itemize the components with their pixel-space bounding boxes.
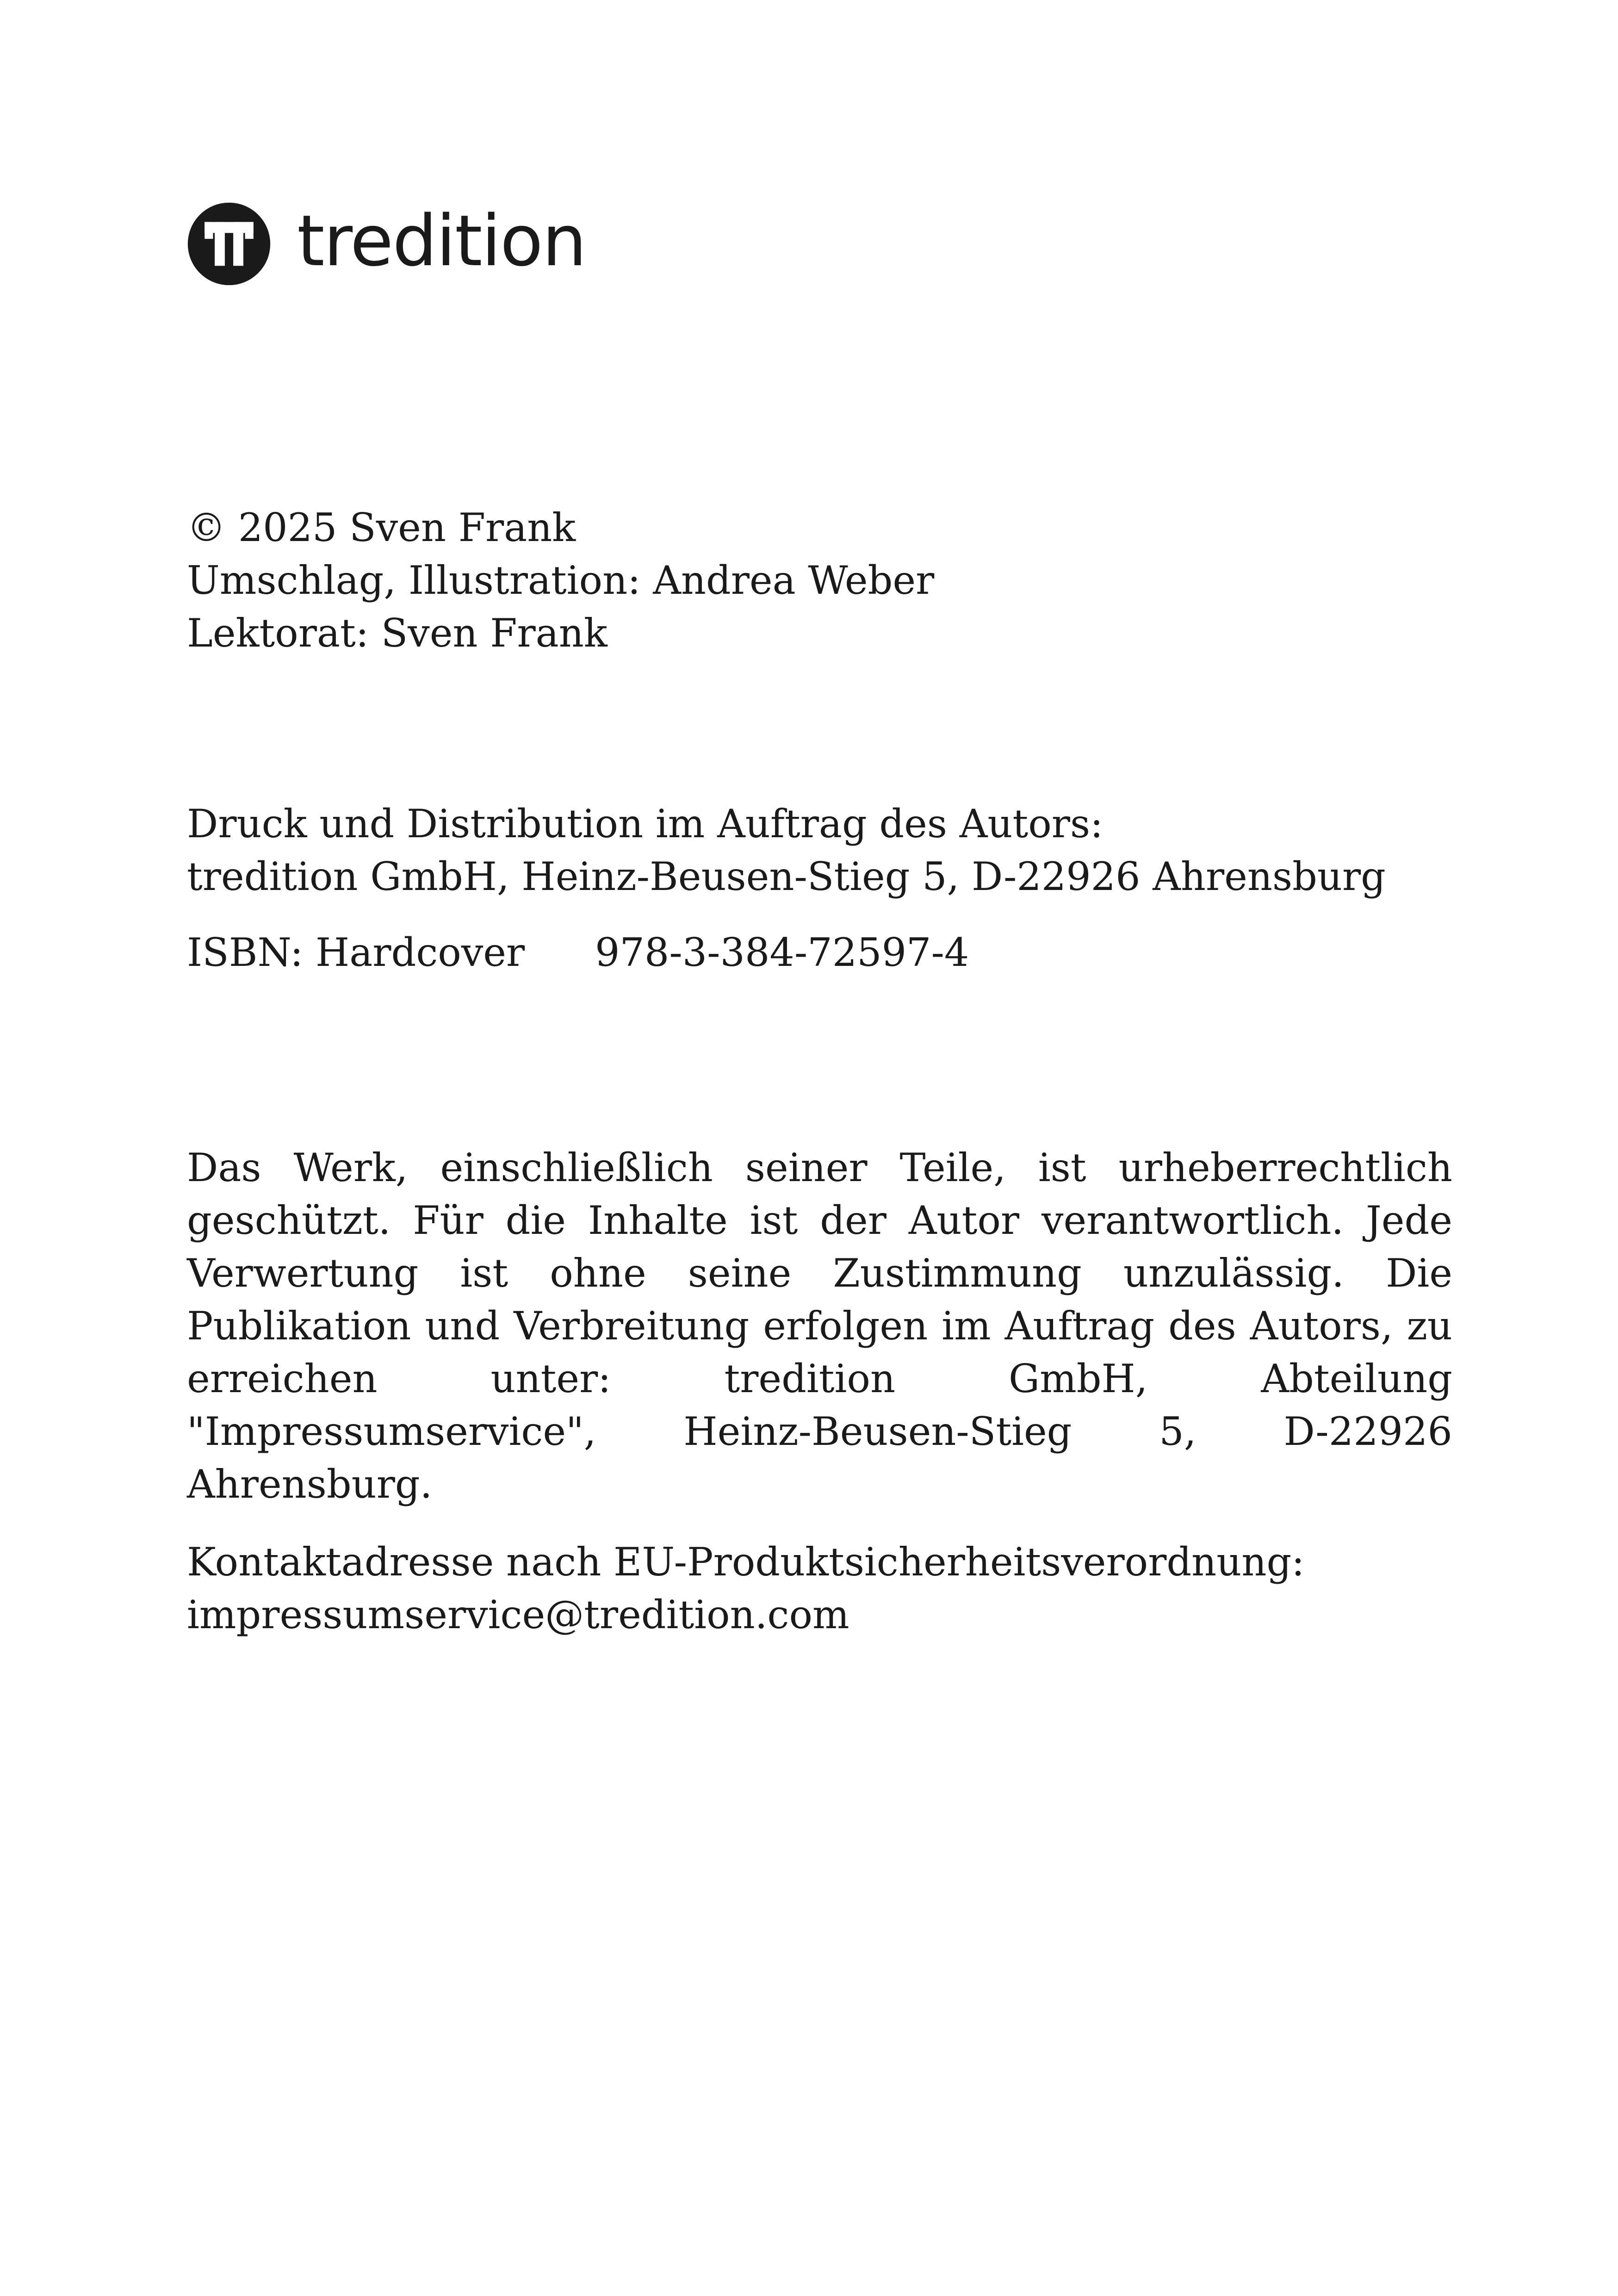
tredition-logo-icon	[187, 202, 271, 286]
editing-line: Lektorat: Sven Frank	[187, 610, 608, 656]
contact-label: Kontaktadresse nach EU-Produktsicherheitsverordnung:	[187, 1539, 1305, 1585]
publisher-logo	[187, 200, 586, 288]
cover-illustration-line: Umschlag, Illustration: Andrea Weber	[187, 558, 935, 603]
legal-notice: Das Werk, einschließlich seiner Teile, ist urheberrechtlich geschützt. Für die Inhalte ist der Autor verantwortlich. Jede Verwertung ist ohne seine Zustimmung unzulässig. Die Publikation und Verbreitung erfolgen im Auftrag des Autors, zu erreichen unter: tredition GmbH, Abteilung "Impressumservice", Heinz-Beusen-Stieg 5, D-22926 Ahrensburg.	[187, 1145, 1452, 1507]
printing-line-1: Druck und Distribution im Auftrag des Autors:	[187, 801, 1103, 846]
credits-block	[187, 501, 934, 660]
isbn-label: ISBN: Hardcover	[187, 930, 525, 975]
isbn-value: 978-3-384-72597-4	[595, 930, 969, 975]
copyright-line: © 2025 Sven Frank	[187, 505, 576, 550]
contact-email: impressumservice@tredition.com	[187, 1592, 849, 1637]
publisher-wordmark: tredition	[297, 200, 586, 282]
printing-line-2: tredition GmbH, Heinz-Beusen-Stieg 5, D-22926 Ahrensburg	[187, 854, 1386, 899]
isbn-block	[187, 926, 969, 979]
printing-block	[187, 797, 1386, 903]
contact-block	[187, 1536, 1305, 1641]
